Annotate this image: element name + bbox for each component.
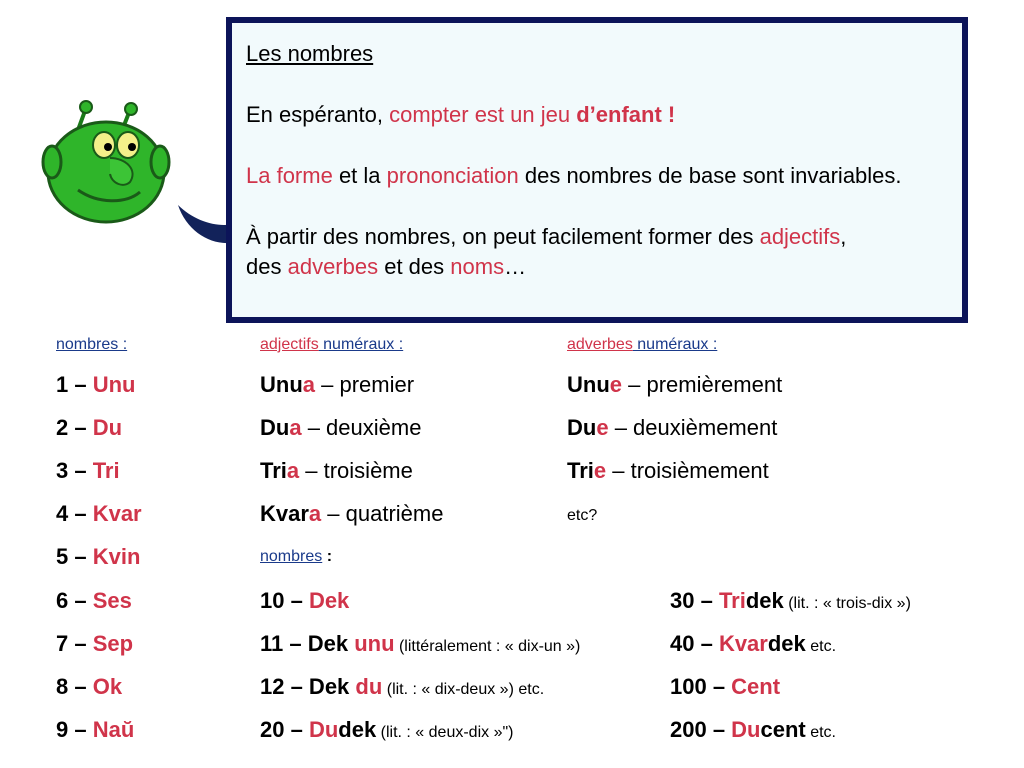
number-row xyxy=(56,631,133,657)
number-digit: 9 – xyxy=(56,717,93,742)
tens-number: 11 – Dek xyxy=(260,631,355,656)
adverb-root: Tri xyxy=(567,458,594,483)
tens-word: Du xyxy=(308,717,339,742)
adjective-row xyxy=(260,501,443,527)
bigger-note: etc. xyxy=(805,638,837,655)
tens-note: (lit. : « dix-deux ») etc. xyxy=(382,681,545,698)
bigger-word: Kvar xyxy=(718,631,768,656)
bigger-number: 30 – xyxy=(670,588,719,613)
number-digit: 6 – xyxy=(56,588,93,613)
number-word: Tri xyxy=(92,458,120,483)
adjective-root: Tri xyxy=(260,458,287,483)
adjective-ending: a xyxy=(289,415,302,440)
number-digit: 7 – xyxy=(56,631,93,656)
adverb-row xyxy=(567,415,777,441)
adjective-ending: a xyxy=(308,501,322,526)
adverb-root: Du xyxy=(567,415,597,440)
adjective-root: Du xyxy=(260,415,290,440)
number-word: Kvar xyxy=(92,501,142,526)
adverb-meaning: – premièrement xyxy=(622,372,783,397)
adverb-row xyxy=(567,458,769,484)
number-digit: 4 – xyxy=(56,501,93,526)
bigger-row xyxy=(670,631,836,657)
number-word: Du xyxy=(92,415,123,440)
adverb-root: Unu xyxy=(567,372,610,397)
tens-row xyxy=(260,717,513,743)
intro-title xyxy=(246,39,952,69)
number-digit: 8 – xyxy=(56,674,93,699)
bigger-row xyxy=(670,717,836,743)
bigger-note: etc. xyxy=(805,724,836,741)
number-digit: 2 – xyxy=(56,415,93,440)
tens-word: unu xyxy=(354,631,395,656)
tens-row xyxy=(260,674,544,700)
number-row xyxy=(56,674,122,700)
adjective-meaning: – premier xyxy=(315,372,415,397)
adjective-meaning: – deuxième xyxy=(301,415,422,440)
number-row xyxy=(56,458,120,484)
tens-number: 10 – xyxy=(260,588,309,613)
adverb-ending: e xyxy=(609,372,623,397)
number-digit: 3 – xyxy=(56,458,93,483)
intro-para-3: À partir des nombres, on peut facilement former des adjectifs, des adverbes et des noms… xyxy=(246,224,847,279)
number-row xyxy=(56,544,140,570)
number-row xyxy=(56,588,132,614)
number-word: Kvin xyxy=(92,544,141,569)
tens-number: 12 – Dek xyxy=(260,674,356,699)
intro-para-2: La forme et la prononciation des nombres de base sont invariables. xyxy=(246,163,902,188)
adverbs-etc: etc? xyxy=(567,507,598,524)
bigger-number: 100 – xyxy=(670,674,732,699)
tens-row xyxy=(260,588,349,614)
tens-note: (littéralement : « dix-un ») xyxy=(394,638,581,655)
alien-mascot-icon xyxy=(38,100,238,250)
adverb-meaning: – troisièmement xyxy=(606,458,769,483)
adjective-row xyxy=(260,458,413,484)
adjective-row xyxy=(260,415,421,441)
intro-box xyxy=(226,17,968,323)
header-nombres-2: nombres : xyxy=(260,548,333,565)
adjective-row xyxy=(260,372,414,398)
adjective-root: Unu xyxy=(260,372,303,397)
bigger-note: (lit. : « trois-dix ») xyxy=(783,595,911,612)
header-nombres: nombres : xyxy=(56,336,128,353)
tens-note: (lit. : « deux-dix »") xyxy=(376,724,514,741)
bigger-number: 200 – xyxy=(670,717,732,742)
number-row xyxy=(56,717,134,743)
bigger-word: Cent xyxy=(731,674,781,699)
number-digit: 1 – xyxy=(56,372,93,397)
bigger-word-suffix: dek xyxy=(767,631,806,656)
header-adverbes: adverbes numéraux : xyxy=(567,336,718,353)
bigger-number: 40 – xyxy=(670,631,719,656)
bigger-row xyxy=(670,588,911,614)
number-word: Sep xyxy=(92,631,134,656)
number-row xyxy=(56,501,142,527)
title-text: Les nombres xyxy=(246,41,374,66)
bigger-word: Du xyxy=(731,717,761,742)
bigger-word-suffix: cent xyxy=(760,717,806,742)
adjective-root: Kvar xyxy=(260,501,309,526)
adjective-ending: a xyxy=(286,458,300,483)
tens-number: 20 – xyxy=(260,717,309,742)
tens-row xyxy=(260,631,580,657)
adverb-ending: e xyxy=(593,458,607,483)
tens-word: Dek xyxy=(308,588,350,613)
tens-word: du xyxy=(355,674,383,699)
tens-word-suffix: dek xyxy=(338,717,377,742)
header-adjectifs: adjectifs numéraux : xyxy=(260,336,404,353)
bigger-word: Tri xyxy=(718,588,746,613)
adverb-meaning: – deuxièmement xyxy=(608,415,778,440)
adverb-row xyxy=(567,372,782,398)
adjective-meaning: – quatrième xyxy=(321,501,444,526)
number-word: Ok xyxy=(92,674,123,699)
adjective-meaning: – troisième xyxy=(299,458,413,483)
number-word: Unu xyxy=(92,372,136,397)
number-word: Ses xyxy=(92,588,132,613)
number-row xyxy=(56,415,122,441)
number-digit: 5 – xyxy=(56,544,93,569)
bigger-word-suffix: dek xyxy=(745,588,784,613)
adjective-ending: a xyxy=(302,372,316,397)
bigger-row xyxy=(670,674,780,700)
intro-para-1: En espéranto, compter est un jeu d’enfant ! xyxy=(246,102,676,127)
number-word: Naŭ xyxy=(92,717,135,742)
adverb-ending: e xyxy=(596,415,609,440)
number-row xyxy=(56,372,135,398)
